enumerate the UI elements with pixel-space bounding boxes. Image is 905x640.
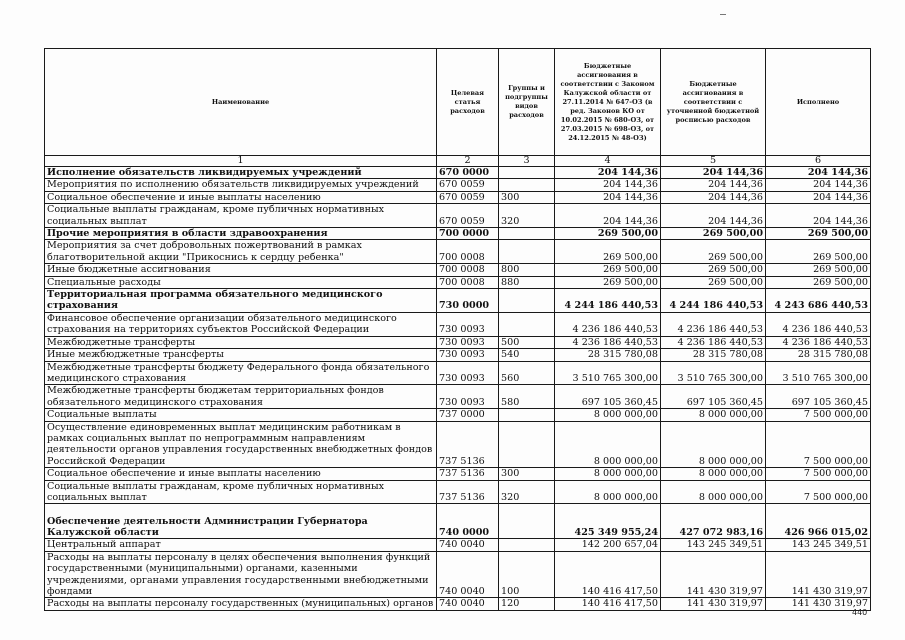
header-allocations-refined: Бюджетные ассигнования в соответствии с уточненной бюджетной росписью расходов: [661, 49, 766, 156]
allocation-law-amount: 3 510 765 300,00: [555, 361, 661, 385]
column-number-row: [45, 156, 871, 167]
target-article-code: 700 0000: [437, 228, 499, 240]
row-name: Осуществление единовременных выплат медицинским работникам в рамках социальных выплат по непрограммным направлениям деятельности органов управления государственных внебюджетных фондов Российской Федерации: [45, 421, 437, 468]
expense-group-code: [499, 409, 555, 421]
executed-amount: 141 430 319,97: [766, 551, 871, 598]
table-row: [45, 228, 871, 240]
allocation-law-amount: 4 244 186 440,53: [555, 289, 661, 313]
allocation-law-amount: 140 416 417,50: [555, 551, 661, 598]
row-name: Иные бюджетные ассигнования: [45, 264, 437, 276]
allocation-law-amount: 425 349 955,24: [555, 504, 661, 539]
target-article-code: 737 5136: [437, 480, 499, 504]
table-body: [45, 167, 871, 611]
allocation-refined-amount: 204 144,36: [661, 179, 766, 191]
table-row: [45, 349, 871, 361]
column-number: 2: [437, 156, 499, 167]
allocation-law-amount: 269 500,00: [555, 264, 661, 276]
target-article-code: 740 0000: [437, 504, 499, 539]
target-article-code: 737 0000: [437, 409, 499, 421]
table-row: [45, 191, 871, 203]
allocation-law-amount: 8 000 000,00: [555, 421, 661, 468]
table-row: [45, 385, 871, 409]
target-article-code: 730 0000: [437, 289, 499, 313]
executed-amount: 7 500 000,00: [766, 468, 871, 480]
scan-mark: [720, 14, 726, 15]
target-article-code: 730 0093: [437, 336, 499, 348]
header-row: [45, 49, 871, 156]
allocation-law-amount: 28 315 780,08: [555, 349, 661, 361]
expense-group-code: 540: [499, 349, 555, 361]
target-article-code: 730 0093: [437, 385, 499, 409]
table-row: [45, 276, 871, 288]
allocation-refined-amount: 4 236 186 440,53: [661, 312, 766, 336]
expense-group-code: 100: [499, 551, 555, 598]
column-number: 6: [766, 156, 871, 167]
table-row: [45, 361, 871, 385]
executed-amount: 204 144,36: [766, 179, 871, 191]
allocation-refined-amount: 3 510 765 300,00: [661, 361, 766, 385]
row-name: Центральный аппарат: [45, 539, 437, 551]
table-row: [45, 240, 871, 264]
table-row: [45, 409, 871, 421]
row-name: Межбюджетные трансферты бюджетам территориальных фондов обязательного медицинского страхования: [45, 385, 437, 409]
expense-group-code: [499, 167, 555, 179]
target-article-code: 700 0008: [437, 264, 499, 276]
table-row: [45, 167, 871, 179]
allocation-law-amount: 140 416 417,50: [555, 598, 661, 610]
expense-group-code: 560: [499, 361, 555, 385]
header-expense-groups: Группы и подгруппы видов расходов: [499, 49, 555, 156]
table-row: [45, 312, 871, 336]
target-article-code: 740 0040: [437, 598, 499, 610]
allocation-law-amount: 142 200 657,04: [555, 539, 661, 551]
target-article-code: 700 0008: [437, 240, 499, 264]
header-executed: Исполнено: [766, 49, 871, 156]
executed-amount: 697 105 360,45: [766, 385, 871, 409]
allocation-law-amount: 204 144,36: [555, 204, 661, 228]
row-name: Расходы на выплаты персоналу в целях обеспечения выполнения функций государственными (муниципальными) органами, казенными учреждениями, органами управления государственными внебюджетными фондами: [45, 551, 437, 598]
allocation-refined-amount: 8 000 000,00: [661, 480, 766, 504]
expense-group-code: 500: [499, 336, 555, 348]
table-row: [45, 289, 871, 313]
target-article-code: 730 0093: [437, 361, 499, 385]
table-row: [45, 480, 871, 504]
target-article-code: 700 0008: [437, 276, 499, 288]
expense-group-code: [499, 312, 555, 336]
table-row: [45, 468, 871, 480]
allocation-refined-amount: 8 000 000,00: [661, 409, 766, 421]
expense-group-code: [499, 179, 555, 191]
table-row: [45, 598, 871, 610]
expense-group-code: [499, 421, 555, 468]
allocation-law-amount: 8 000 000,00: [555, 480, 661, 504]
page-number: 440: [852, 608, 868, 617]
row-name: Иные межбюджетные трансферты: [45, 349, 437, 361]
executed-amount: 7 500 000,00: [766, 421, 871, 468]
row-name: Обеспечение деятельности Администрации Губернатора Калужской области: [45, 504, 437, 539]
allocation-law-amount: 8 000 000,00: [555, 409, 661, 421]
allocation-refined-amount: 8 000 000,00: [661, 421, 766, 468]
allocation-refined-amount: 28 315 780,08: [661, 349, 766, 361]
header-name: Наименование: [45, 49, 437, 156]
allocation-law-amount: 204 144,36: [555, 167, 661, 179]
target-article-code: 670 0000: [437, 167, 499, 179]
column-number: 5: [661, 156, 766, 167]
expense-group-code: [499, 228, 555, 240]
expense-group-code: 300: [499, 191, 555, 203]
expense-group-code: 580: [499, 385, 555, 409]
allocation-law-amount: 269 500,00: [555, 276, 661, 288]
expense-group-code: 800: [499, 264, 555, 276]
allocation-refined-amount: 269 500,00: [661, 228, 766, 240]
target-article-code: 737 5136: [437, 421, 499, 468]
column-number: 1: [45, 156, 437, 167]
allocation-refined-amount: 204 144,36: [661, 191, 766, 203]
executed-amount: 204 144,36: [766, 167, 871, 179]
allocation-refined-amount: 141 430 319,97: [661, 551, 766, 598]
column-number: 3: [499, 156, 555, 167]
allocation-law-amount: 269 500,00: [555, 240, 661, 264]
row-name: Прочие мероприятия в области здравоохранения: [45, 228, 437, 240]
executed-amount: 204 144,36: [766, 204, 871, 228]
allocation-refined-amount: 141 430 319,97: [661, 598, 766, 610]
allocation-law-amount: 4 236 186 440,53: [555, 312, 661, 336]
allocation-refined-amount: 269 500,00: [661, 276, 766, 288]
executed-amount: 204 144,36: [766, 191, 871, 203]
allocation-refined-amount: 204 144,36: [661, 204, 766, 228]
table-row: [45, 179, 871, 191]
executed-amount: 141 430 319,97: [766, 598, 871, 610]
allocation-law-amount: 204 144,36: [555, 191, 661, 203]
table-row: [45, 504, 871, 539]
row-name: Социальное обеспечение и иные выплаты населению: [45, 468, 437, 480]
expense-group-code: [499, 539, 555, 551]
expense-group-code: [499, 504, 555, 539]
allocation-law-amount: 269 500,00: [555, 228, 661, 240]
row-name: Мероприятия за счет добровольных пожертвований в рамках благотворительной акции "Прикоснись к сердцу ребенка": [45, 240, 437, 264]
executed-amount: 269 500,00: [766, 276, 871, 288]
row-name: Территориальная программа обязательного медицинского страхования: [45, 289, 437, 313]
executed-amount: 4 236 186 440,53: [766, 312, 871, 336]
expense-group-code: 300: [499, 468, 555, 480]
target-article-code: 737 5136: [437, 468, 499, 480]
target-article-code: 670 0059: [437, 204, 499, 228]
executed-amount: 7 500 000,00: [766, 480, 871, 504]
row-name: Межбюджетные трансферты: [45, 336, 437, 348]
row-name: Социальные выплаты гражданам, кроме публичных нормативных социальных выплат: [45, 204, 437, 228]
expense-group-code: 880: [499, 276, 555, 288]
allocation-refined-amount: 4 236 186 440,53: [661, 336, 766, 348]
allocation-refined-amount: 8 000 000,00: [661, 468, 766, 480]
executed-amount: 7 500 000,00: [766, 409, 871, 421]
allocation-refined-amount: 143 245 349,51: [661, 539, 766, 551]
target-article-code: 740 0040: [437, 551, 499, 598]
expense-group-code: 320: [499, 204, 555, 228]
row-name: Специальные расходы: [45, 276, 437, 288]
header-target-article: Целевая статья расходов: [437, 49, 499, 156]
allocation-law-amount: 4 236 186 440,53: [555, 336, 661, 348]
row-name: Социальное обеспечение и иные выплаты населению: [45, 191, 437, 203]
row-name: Мероприятия по исполнению обязательств ликвидируемых учреждений: [45, 179, 437, 191]
header-allocations-law: Бюджетные ассигнования в соответствии с Законом Калужской области от 27.11.2014 № 647-ОЗ (в ред. Законов КО от 10.02.2015 № 680-ОЗ, от 27.03.2015 № 698-ОЗ, от 24.12.2015 № 48-ОЗ): [555, 49, 661, 156]
allocation-law-amount: 204 144,36: [555, 179, 661, 191]
table-row: [45, 421, 871, 468]
executed-amount: 4 243 686 440,53: [766, 289, 871, 313]
table-row: [45, 336, 871, 348]
allocation-refined-amount: 427 072 983,16: [661, 504, 766, 539]
target-article-code: 670 0059: [437, 179, 499, 191]
allocation-law-amount: 697 105 360,45: [555, 385, 661, 409]
expense-group-code: 120: [499, 598, 555, 610]
executed-amount: 143 245 349,51: [766, 539, 871, 551]
executed-amount: 269 500,00: [766, 264, 871, 276]
row-name: Межбюджетные трансферты бюджету Федерального фонда обязательного медицинского страхования: [45, 361, 437, 385]
executed-amount: 269 500,00: [766, 228, 871, 240]
allocation-refined-amount: 269 500,00: [661, 264, 766, 276]
table-row: [45, 539, 871, 551]
executed-amount: 3 510 765 300,00: [766, 361, 871, 385]
table-row: [45, 264, 871, 276]
row-name: Исполнение обязательств ликвидируемых учреждений: [45, 167, 437, 179]
budget-execution-table: [44, 48, 871, 611]
table-row: [45, 204, 871, 228]
target-article-code: 740 0040: [437, 539, 499, 551]
target-article-code: 730 0093: [437, 312, 499, 336]
expense-group-code: 320: [499, 480, 555, 504]
allocation-law-amount: 8 000 000,00: [555, 468, 661, 480]
allocation-refined-amount: 4 244 186 440,53: [661, 289, 766, 313]
executed-amount: 426 966 015,02: [766, 504, 871, 539]
expense-group-code: [499, 289, 555, 313]
expense-group-code: [499, 240, 555, 264]
row-name: Социальные выплаты: [45, 409, 437, 421]
table-row: [45, 551, 871, 598]
allocation-refined-amount: 204 144,36: [661, 167, 766, 179]
executed-amount: 269 500,00: [766, 240, 871, 264]
allocation-refined-amount: 269 500,00: [661, 240, 766, 264]
row-name: Социальные выплаты гражданам, кроме публичных нормативных социальных выплат: [45, 480, 437, 504]
target-article-code: 670 0059: [437, 191, 499, 203]
row-name: Финансовое обеспечение организации обязательного медицинского страхования на территориях субъектов Российской Федерации: [45, 312, 437, 336]
target-article-code: 730 0093: [437, 349, 499, 361]
executed-amount: 4 236 186 440,53: [766, 336, 871, 348]
allocation-refined-amount: 697 105 360,45: [661, 385, 766, 409]
column-number: 4: [555, 156, 661, 167]
row-name: Расходы на выплаты персоналу государственных (муниципальных) органов: [45, 598, 437, 610]
executed-amount: 28 315 780,08: [766, 349, 871, 361]
